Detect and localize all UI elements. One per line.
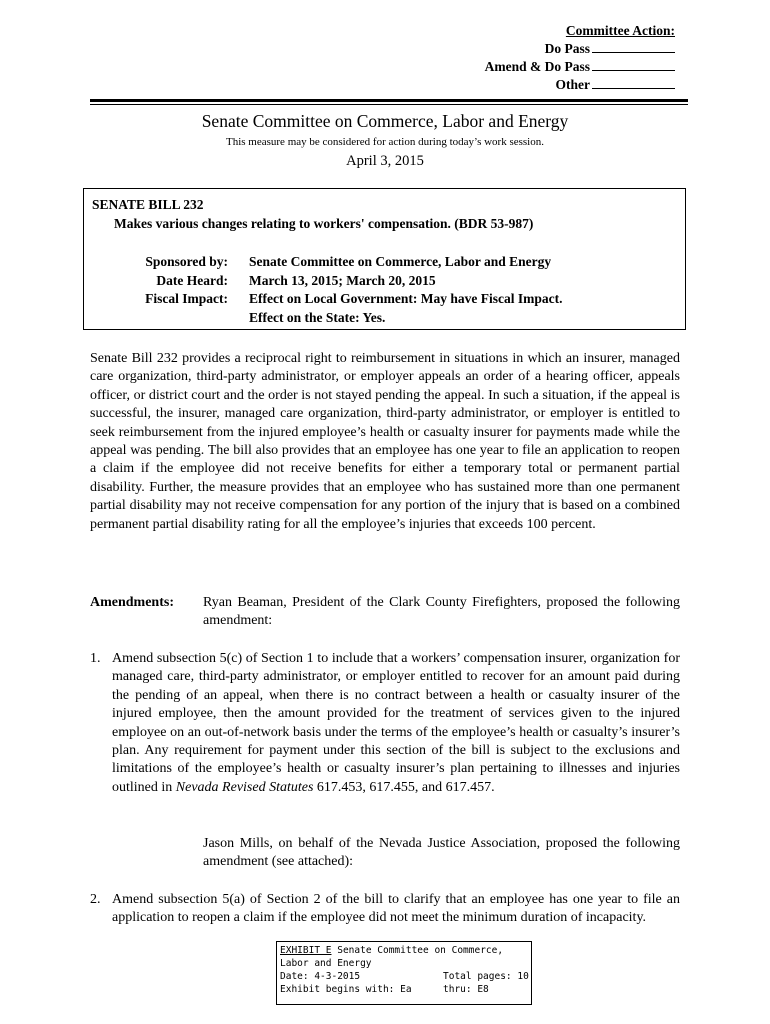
- amendment-item-1: [90, 650, 680, 797]
- statute-citation: Nevada Revised Statutes: [175, 779, 314, 795]
- session-note: This measure may be considered for action during today’s work session.: [225, 136, 544, 148]
- item-number: 2.: [90, 892, 101, 907]
- exhibit-total-pages: Total pages: 10: [443, 971, 529, 982]
- date-heard-label: Date Heard:: [156, 272, 228, 288]
- header-rule-thick: [90, 99, 688, 102]
- amendment-item-2: [90, 891, 680, 928]
- fiscal-impact-local: Effect on Local Government: May have Fiscal Impact.: [249, 291, 563, 306]
- sponsor-label: Sponsored by:: [145, 254, 228, 269]
- blank-line: [592, 40, 675, 53]
- amendments-label: Amendments:: [90, 595, 174, 610]
- option-amend-do-pass: Amend & Do Pass: [485, 58, 675, 76]
- committee-action-block: [485, 22, 675, 94]
- committee-title: Senate Committee on Commerce, Labor and Energy: [201, 111, 569, 131]
- exhibit-label: EXHIBIT E: [280, 945, 332, 956]
- exhibit-thru: thru: E8: [443, 984, 489, 995]
- bill-metadata: [84, 253, 684, 327]
- amendment-item-1-text: Amend subsection 5(c) of Section 1 to include that a workers’ compensation insurer, organization for managed care, third-party administrator, or employer entitled to recover for an amount paid during the pending of an appeal, when there is no contract between a health or casualty insurer of the injured employee, then the amount provided for the treatment of services given to the injured employee on an out-of-network basis under the terms of the employee’s health or casualty’s insurer’s plan. Any requirement for payment under this section of the bill is subject to the exclusions and limitations of the employee’s health or casualty insurer’s plan pertaining to illnesses and injuries outlined in Nevada Revised Statutes 617.453, 617.455, and 617.457.: [112, 651, 680, 795]
- option-other: Other: [485, 76, 675, 94]
- bill-number: SENATE BILL 232: [92, 197, 204, 212]
- exhibit-stamp: [276, 941, 532, 1005]
- fiscal-impact-row: [84, 290, 684, 309]
- blank-line: [592, 58, 675, 71]
- exhibit-begins: Exhibit begins with: Ea: [280, 984, 412, 995]
- item-number: 1.: [90, 651, 101, 666]
- blank-line: [592, 76, 675, 89]
- bill-summary-box: [83, 188, 686, 330]
- option-do-pass: Do Pass: [485, 40, 675, 58]
- sponsor-value: Senate Committee on Commerce, Labor and Energy: [249, 254, 552, 269]
- bill-summary-paragraph: Senate Bill 232 provides a reciprocal right to reimbursement in situations in which an insurer, managed care organization, third-party administrator, or employer appeals an order of a hearing officer, appeals officer, or district court and the order is not stayed pending the appeal. In such a situation, if the appeal is successful, the insurer, managed care organization, third-party administrator, or employer is entitled to seek reimbursement from the injured employee’s health or casualty insurer for payments made while the appeal was pending. The bill also provides that an employee has one year to file an application to reopen a claim if the employee did not receive benefits for either a temporary total or permanent partial disability. Further, the measure provides that an employee who has sustained more than one permanent partial disability may not receive compensation for any portion of the injury that is based on a combined permanent partial disability rating for all the employee’s injuries that exceeds 100 percent.: [90, 351, 680, 532]
- amendment-intro-mills: Jason Mills, on behalf of the Nevada Justice Association, proposed the following amendment (see attached):: [203, 836, 680, 870]
- exhibit-committee: Senate Committee on Commerce,: [337, 945, 504, 956]
- fiscal-impact-row-2: [84, 309, 684, 328]
- fiscal-impact-state: Effect on the State: Yes.: [249, 309, 386, 325]
- exhibit-committee-line2: Labor and Energy: [280, 958, 372, 969]
- meeting-date: April 3, 2015: [346, 153, 424, 169]
- fiscal-impact-label: Fiscal Impact:: [145, 291, 228, 306]
- exhibit-date: Date: 4-3-2015: [280, 971, 361, 982]
- committee-action-heading: Committee Action:: [565, 23, 675, 38]
- date-heard-value: March 13, 2015; March 20, 2015: [249, 272, 436, 288]
- bill-description: Makes various changes relating to workers' compensation. (BDR 53-987): [114, 216, 534, 231]
- amendment-item-2-text: Amend subsection 5(a) of Section 2 of the bill to clarify that an employee has one year to file an application to reopen a claim if the employee did not meet the minimum duration of incapacity.: [112, 892, 680, 926]
- header-rule-thin: [90, 104, 688, 105]
- date-heard-row: [84, 272, 684, 291]
- amendment-intro-beaman: Ryan Beaman, President of the Clark County Firefighters, proposed the following amendment:: [203, 595, 680, 629]
- sponsor-row: [84, 253, 684, 272]
